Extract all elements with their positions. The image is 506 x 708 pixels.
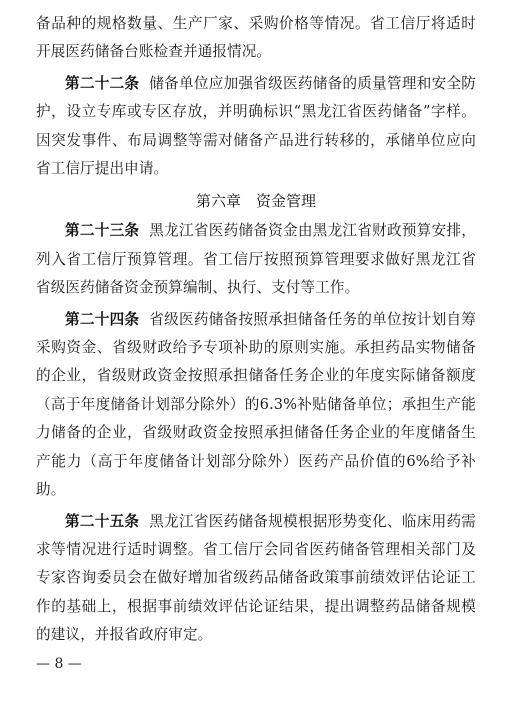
article-22-text: 储备单位应加强省级医药储备的质量管理和安全防护，设立专库或专区存放，并明确标识“黑龙江省医药储备”字样。因突发事件、布局调整等需对储备产品进行转移的，承储单位应向省工信厅提出申请。 [36,74,476,178]
document-page [36,10,476,653]
page-number: — 8 — [36,656,82,672]
article-25 [36,508,476,650]
article-22-title: 第二十二条 [65,74,140,92]
article-22 [36,70,476,184]
article-23-text: 黑龙江省医药储备资金由黑龙江省财政预算安排，列入省工信厅预算管理。省工信厅按照预算管理要求做好黑龙江省省级医药储备资金预算编制、执行、支付等工作。 [36,222,476,297]
continuation-paragraph: 备品种的规格数量、生产厂家、采购价格等情况。省工信厅将适时开展医药储备台账检查并通报情况。 [36,15,476,61]
article-23-title: 第二十三条 [65,222,140,240]
article-23 [36,217,476,302]
article-24 [36,306,476,505]
article-24-title: 第二十四条 [65,310,140,328]
article-25-text: 黑龙江省医药储备规模根据形势变化、临床用药需求等情况进行适时调整。省工信厅会同省医药储备管理相关部门及专家咨询委员会在做好增加省级药品储备政策事前绩效评估论证工作的基础上，根据事前绩效评估论证结果，提出调整药品储备规模的建议，并报省政府审定。 [36,512,476,644]
article-25-title: 第二十五条 [65,512,140,530]
article-24-text: 省级医药储备按照承担储备任务的单位按计划自筹采购资金、省级财政给予专项补助的原则实施。承担药品实物储备的企业，省级财政资金按照承担储备任务企业的年度实际储备额度（高于年度储备计划部分除外）的6.3%补贴储备单位；承担生产能力储备的企业，省级财政资金按照承担储备任务企业的年度储备生产能力（高于年度储备计划部分除外）医药产品价值的6%给予补助。 [36,310,476,499]
chapter-heading: 第六章 资金管理 [195,192,316,211]
